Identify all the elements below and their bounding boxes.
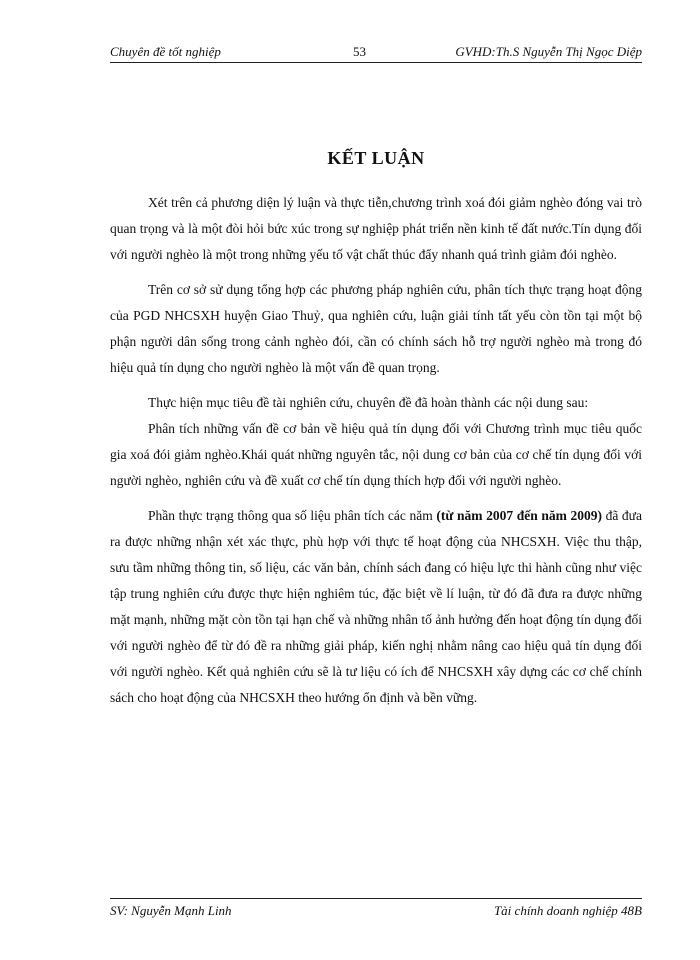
page-number: 53: [353, 44, 366, 59]
page-title: KẾT LUẬN: [327, 148, 425, 168]
paragraph-1: Xét trên cả phương diện lý luận và thực tiễn,chương trình xoá đói giảm nghèo đóng vai trò quan trọng và là một đòi hỏi bức xúc trong sự nghiệp phát triển nền kinh tế đất nước.Tín dụng đối với người nghèo là một trong những yếu tố vật chất thúc đẩy nhanh quá trình giảm đói nghèo.: [110, 195, 642, 262]
page-footer: [110, 898, 642, 919]
paragraph-5-body: đã đưa ra được những nhận xét xác thực, phù hợp với thực tế hoạt động của NHCSXH. Việc thu thập, sưu tầm những thông tin, số liệu, các văn bản, chính sách đang có hiệu lực thi hành cũng như việc tập trung nghiên cứu được thực hiện nghiêm túc, đặc biệt về lí luận, từ đó đã đưa ra được những mặt mạnh, những mặt còn tồn tại hạn chế và những nhân tố ảnh hưởng đến hoạt động tín dụng đối với người nghèo để từ đó đề ra những giải pháp, kiến nghị nhằm nâng cao hiệu quả tín dụng đối với người nghèo. Kết quả nghiên cứu sẽ là tư liệu có ích để NHCSXH xây dựng các cơ chế chính sách cho hoạt động của NHCSXH theo hướng ổn định và bền vững.: [110, 508, 642, 705]
paragraph-5-years: (từ năm 2007 đến năm 2009): [436, 508, 602, 523]
paragraph-5: [110, 503, 642, 711]
paragraph-5-lead: Phần thực trạng thông qua số liệu phân tích các năm: [148, 508, 437, 523]
header-document-type: Chuyên đề tốt nghiệp: [110, 44, 221, 59]
paragraph-4: Phân tích những vấn đề cơ bản về hiệu quả tín dụng đối với Chương trình mục tiêu quốc gia xoá đói giảm nghèo.Khái quát những nguyên tắc, nội dung cơ bản của cơ chế tín dụng đối với người nghèo, nghiên cứu và đề xuất cơ chế tín dụng thích hợp đối với người nghèo.: [110, 421, 642, 488]
paragraph-3: Thực hiện mục tiêu đề tài nghiên cứu, chuyên đề đã hoàn thành các nội dung sau:: [148, 395, 589, 410]
document-body: [110, 190, 642, 720]
footer-class: Tài chính doanh nghiệp 48B: [493, 903, 642, 918]
page-header: [110, 44, 642, 63]
header-supervisor: GVHD:Th.S Nguyễn Thị Ngọc Diệp: [455, 44, 642, 59]
footer-student: SV: Nguyễn Mạnh Linh: [110, 903, 232, 918]
paragraph-2: Trên cơ sở sử dụng tổng hợp các phương pháp nghiên cứu, phân tích thực trạng hoạt động của PGD NHCSXH huyện Giao Thuỷ, qua nghiên cứu, luận giải tính tất yếu còn tồn tại một bộ phận người dân sống trong cảnh nghèo đói, cần có chính sách hỗ trợ người nghèo mà trong đó hiệu quả tín dụng cho người nghèo là một vấn đề quan trọng.: [110, 282, 642, 375]
